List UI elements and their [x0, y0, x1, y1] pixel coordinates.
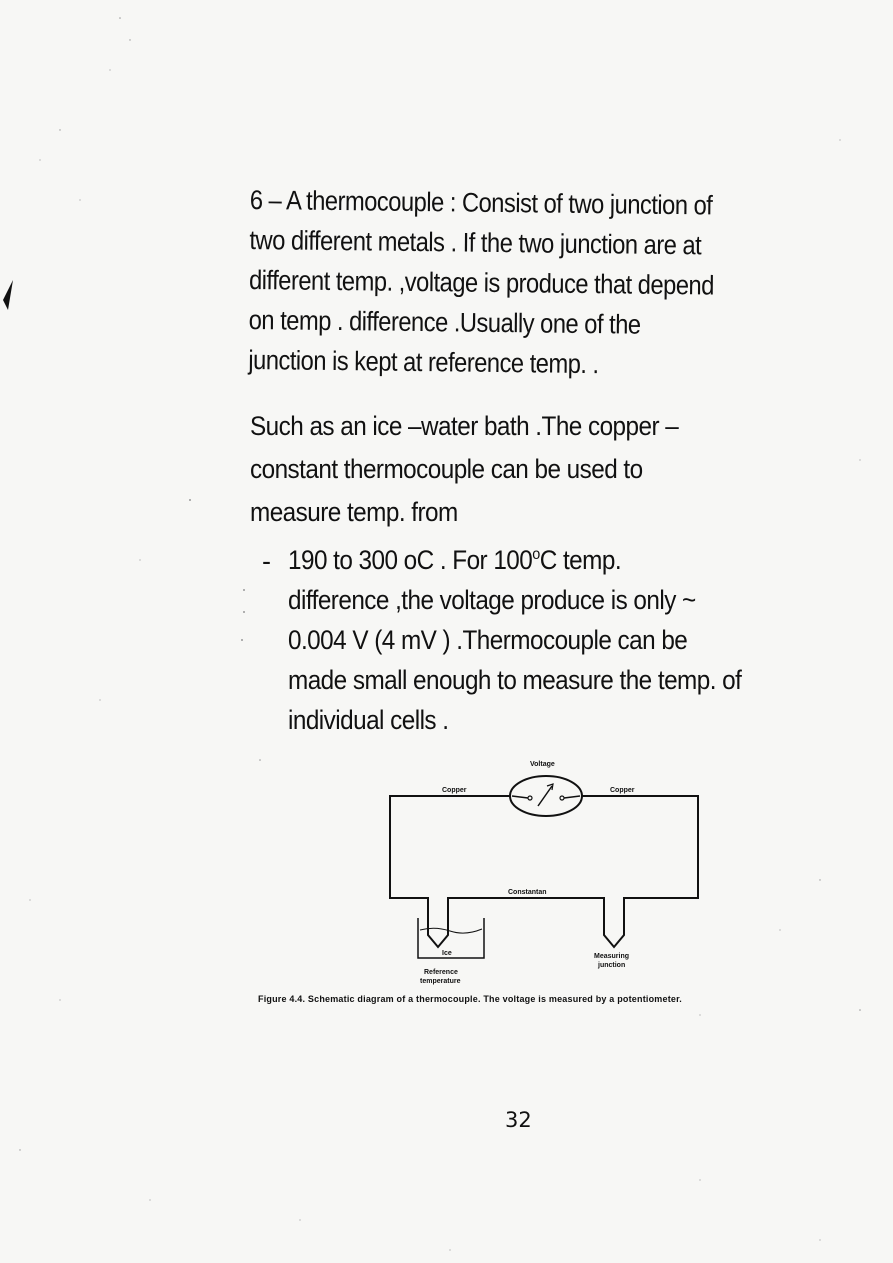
text-line — [288, 535, 741, 580]
text-line: 0.004 V (4 mV ) .Thermocouple can be — [288, 625, 688, 655]
text-line: on temp . difference .Usually one of the — [248, 304, 641, 340]
label-reference-1: Reference — [424, 969, 458, 976]
reference-junction — [428, 928, 448, 947]
label-voltage: Voltage — [530, 761, 555, 768]
label-measuring-1: Measuring — [594, 953, 630, 960]
label-ice: Ice — [442, 950, 452, 957]
text-range: 190 to 300 oC . For 100 — [288, 545, 533, 575]
text-line: individual cells . — [288, 705, 449, 735]
text-line: 6 – A thermocouple : Consist of two junction of — [249, 184, 713, 221]
label-copper-left: Copper — [442, 787, 467, 794]
bullet-temperature-range — [288, 535, 741, 740]
text-line: difference ,the voltage produce is only ~ — [288, 585, 696, 615]
text-line: constant thermocouple can be used to — [250, 454, 643, 484]
text-line: different temp. ,voltage is produce that depend — [248, 264, 714, 301]
text-line: measure temp. from — [250, 497, 458, 527]
label-reference-2: temperature — [420, 978, 461, 985]
constantan-wire — [448, 898, 604, 928]
text-line: made small enough to measure the temp. of — [288, 665, 742, 695]
copper-wire-right — [580, 796, 698, 928]
text-line: Such as an ice –water bath .The copper – — [250, 411, 679, 441]
thermocouple-diagram — [380, 750, 720, 995]
paragraph-thermocouple-definition — [248, 180, 715, 386]
degree-symbol: o — [532, 546, 540, 563]
text-line: two different metals . If the two junction are at — [249, 224, 702, 261]
text-line: junction is kept at reference temp. . — [248, 344, 599, 380]
copper-wire-left — [390, 796, 512, 928]
text-unit: C temp. — [539, 545, 622, 575]
paragraph-ice-water-bath — [250, 405, 678, 534]
label-constantan: Constantan — [508, 889, 547, 896]
label-copper-right: Copper — [610, 787, 635, 794]
measuring-junction — [604, 928, 624, 947]
label-measuring-2: junction — [598, 962, 626, 969]
voltmeter-icon — [510, 776, 582, 816]
figure-caption: Figure 4.4. Schematic diagram of a thermocouple. The voltage is measured by a potentiometer. — [258, 994, 683, 1004]
page-number: 32 — [505, 1108, 532, 1132]
bullet-dash: - — [262, 546, 271, 576]
